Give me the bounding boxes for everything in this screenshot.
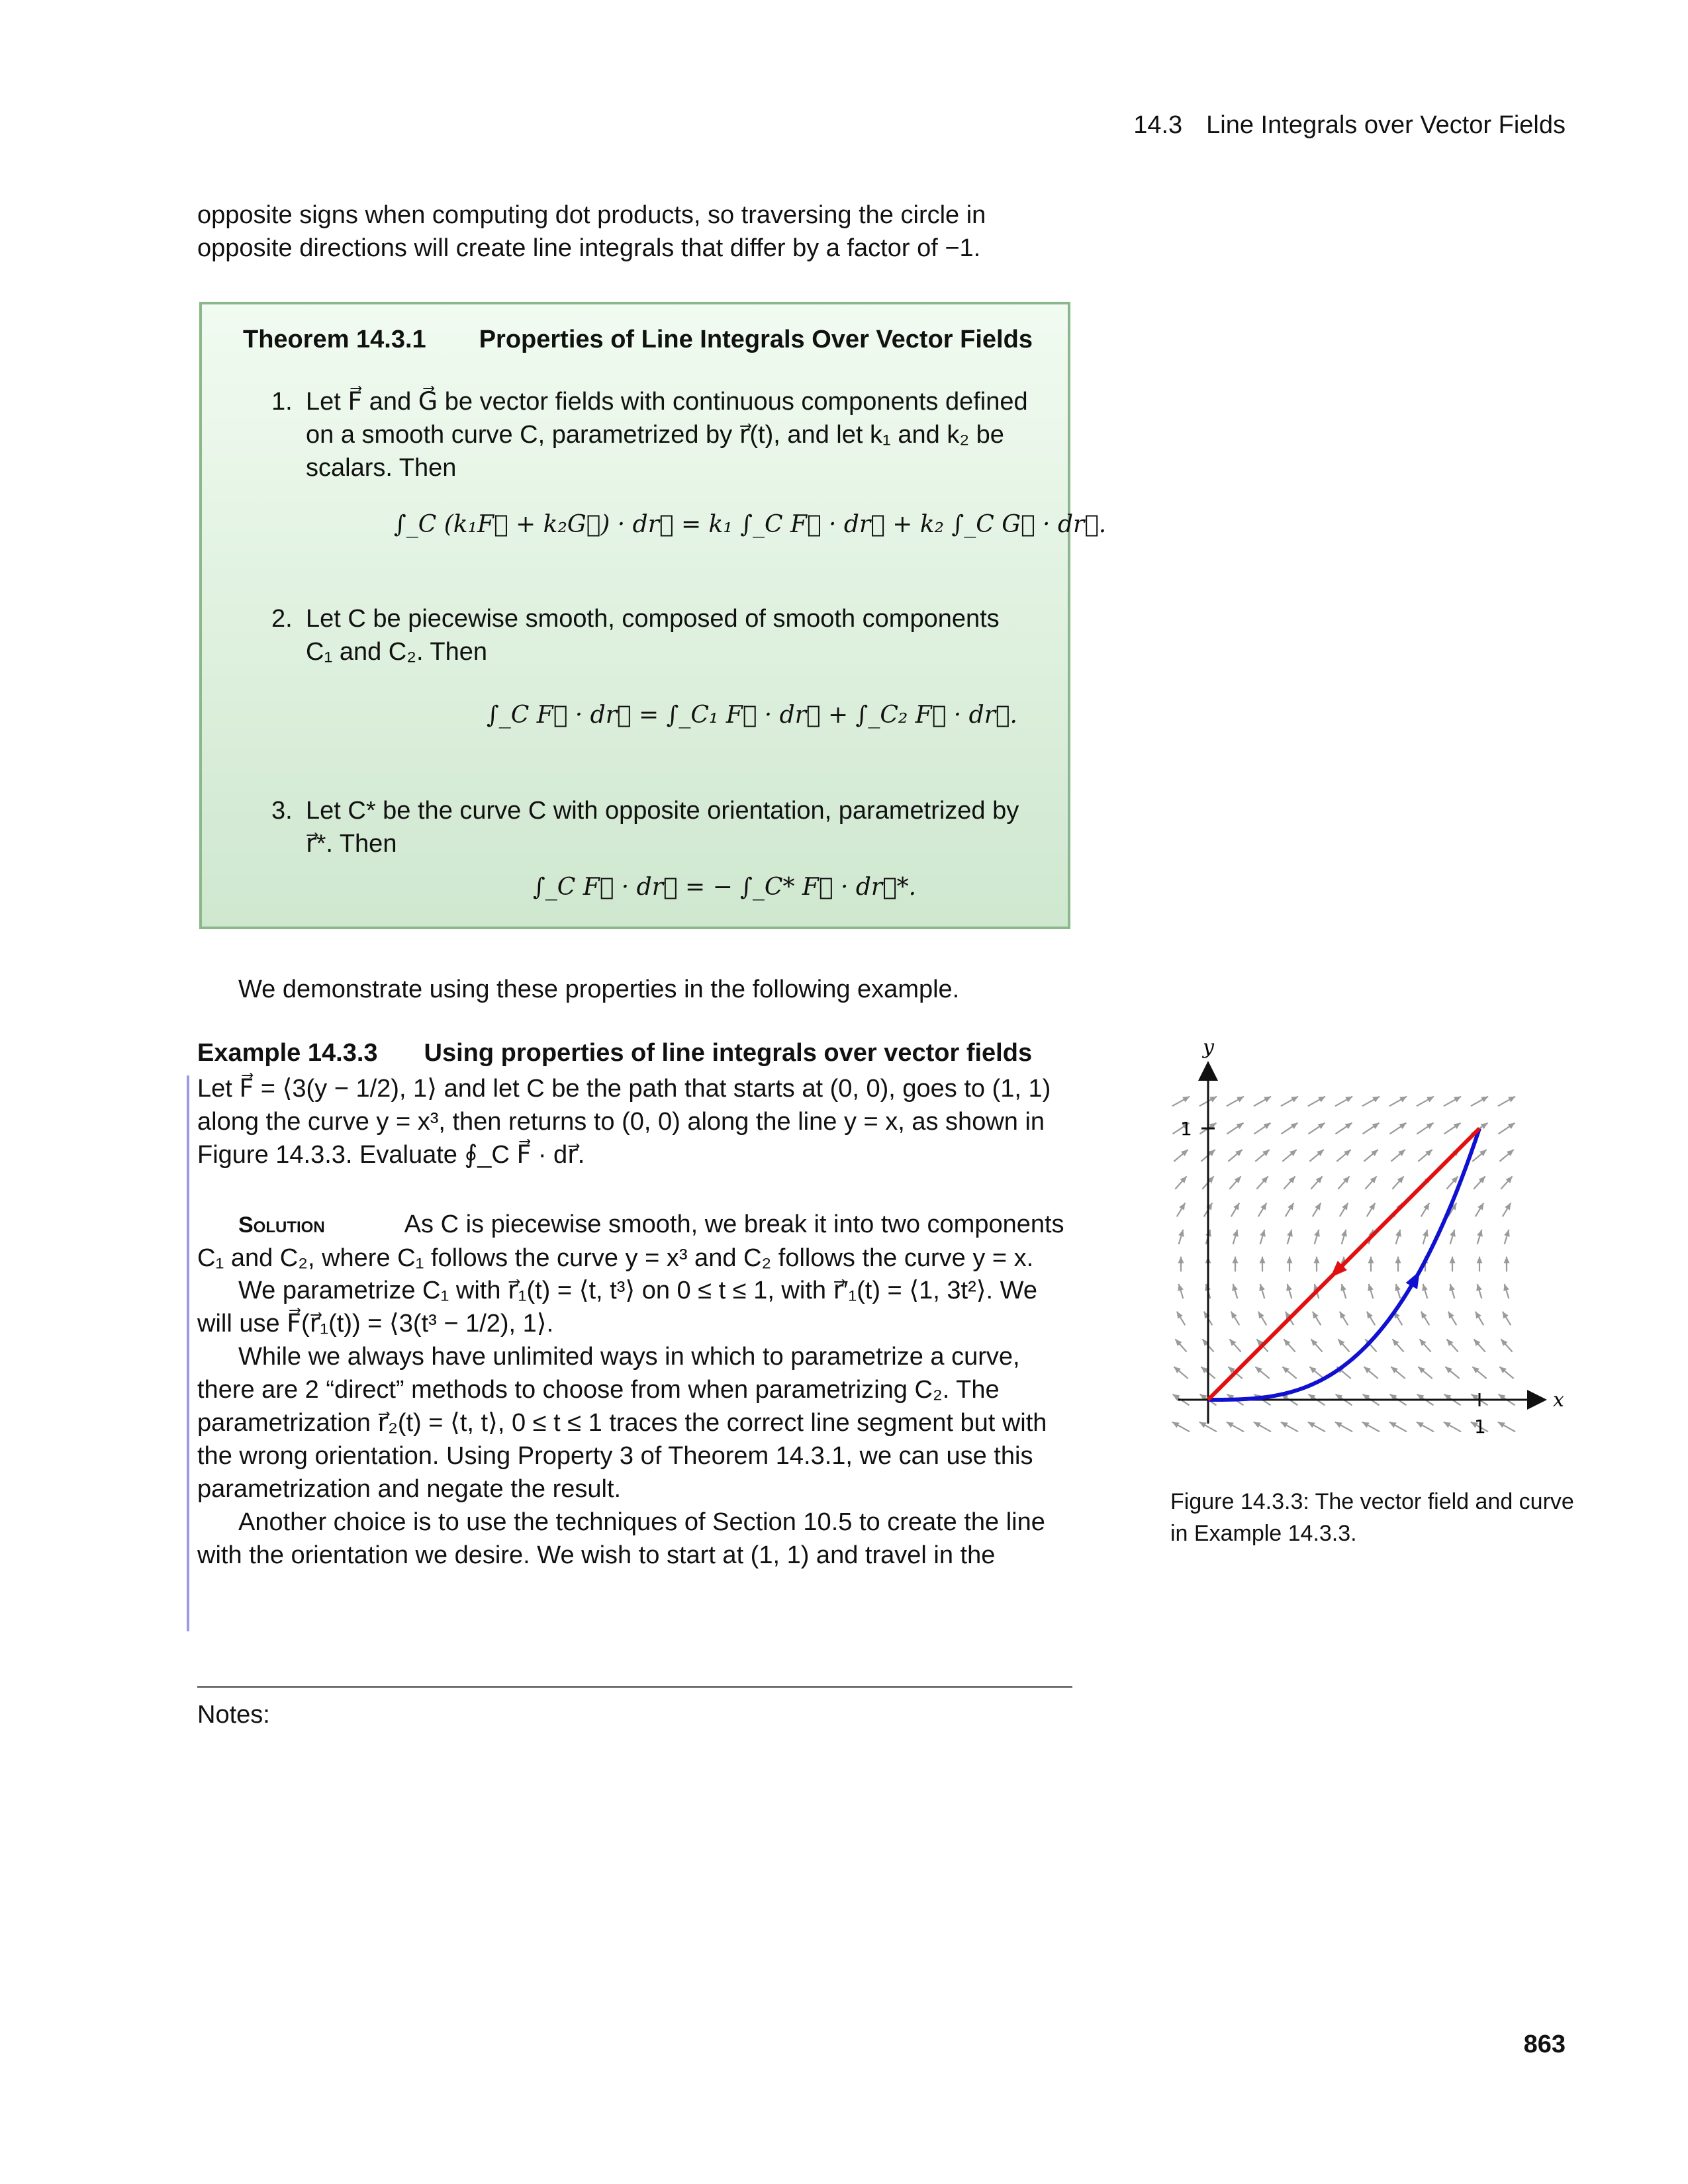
field-arrow (1229, 1339, 1241, 1351)
field-arrow (1336, 1123, 1352, 1134)
field-arrow (1311, 1339, 1322, 1351)
field-arrow (1287, 1230, 1293, 1244)
field-arrow (1227, 1422, 1244, 1432)
field-arrow (1309, 1123, 1325, 1134)
field-arrow (1365, 1176, 1376, 1189)
theorem-item-text: Let C* be the curve C with opposite orientation, parametrized by r⃗*. Then (306, 797, 1019, 858)
field-arrow (1232, 1284, 1238, 1298)
theorem-item-number: 1. (271, 388, 293, 416)
running-head (1133, 111, 1566, 140)
field-arrow (1281, 1422, 1298, 1432)
field-arrow (1259, 1284, 1265, 1298)
example-title: Using properties of line integrals over vector fields (424, 1039, 1033, 1067)
field-arrow (1471, 1097, 1488, 1107)
field-arrow (1340, 1312, 1348, 1326)
field-arrow (1340, 1203, 1348, 1217)
field-arrow (1368, 1284, 1374, 1298)
field-arrow (1418, 1150, 1432, 1161)
field-arrow (1340, 1284, 1346, 1298)
field-arrow (1335, 1422, 1352, 1432)
y-tick-label: 1 (1180, 1118, 1192, 1140)
solution-label: Solution (238, 1212, 325, 1238)
figure-caption: Figure 14.3.3: The vector field and curve in Example 14.3.3. (1170, 1489, 1574, 1546)
field-arrow (1254, 1123, 1271, 1134)
figure-vector-field (1158, 1039, 1589, 1463)
field-arrow (1314, 1257, 1320, 1272)
field-arrow (1503, 1284, 1509, 1298)
field-arrow (1450, 1230, 1456, 1244)
demo-paragraph: We demonstrate using these properties in the following example. (238, 976, 960, 1003)
field-arrow (1446, 1339, 1458, 1351)
field-arrow (1364, 1150, 1378, 1161)
theorem-item-number: 3. (271, 797, 293, 825)
solution-paragraph-3: While we always have unlimited ways in which to parametrize a curve, there are 2 “direct” methods to choose from when parametrizing C₂. The parametrization r⃗₂(t) = ⟨t, t⟩, 0 ≤ t ≤ 1 traces the correct line segment but with the wrong orientation. Using Property 3 of Theorem 14.3.1, we can use this parametrization and negate the result. (197, 1343, 1047, 1503)
curve-c1-arrowhead (1406, 1271, 1420, 1289)
theorem-item-2 (271, 602, 1033, 668)
field-arrow (1367, 1312, 1375, 1326)
field-arrow (1260, 1230, 1266, 1244)
theorem-item-text: Let C be piecewise smooth, composed of smooth components C₁ and C₂. Then (306, 605, 1000, 666)
field-arrow (1364, 1367, 1378, 1379)
field-arrow (1313, 1203, 1321, 1217)
field-arrow (1423, 1230, 1429, 1244)
notes-rule (197, 1686, 1072, 1688)
field-arrow (1472, 1150, 1486, 1161)
field-arrow (1284, 1176, 1295, 1189)
vector-field-plot (1158, 1039, 1589, 1463)
field-arrow (1444, 1123, 1461, 1134)
theorem-item-number: 2. (271, 605, 293, 633)
solution-paragraph-1 (197, 1208, 1071, 1275)
field-arrow (1368, 1257, 1374, 1272)
field-arrow (1338, 1339, 1349, 1351)
field-arrow (1476, 1203, 1483, 1217)
intro-paragraph: opposite signs when computing dot products, so traversing the circle in opposite directions will create line integrals that differ by a factor of −1. (197, 201, 986, 262)
field-arrow (1286, 1203, 1293, 1217)
field-arrow (1313, 1312, 1321, 1326)
field-arrow (1444, 1422, 1461, 1432)
field-arrow (1477, 1257, 1483, 1272)
field-arrow (1227, 1123, 1244, 1134)
field-arrow (1231, 1312, 1239, 1326)
field-arrow (1389, 1422, 1407, 1432)
theorem-title: Properties of Line Integrals Over Vector Fields (479, 326, 1033, 353)
field-arrow (1309, 1367, 1323, 1379)
field-arrow (1260, 1257, 1266, 1272)
example-heading (197, 1039, 1032, 1068)
field-arrow (1474, 1339, 1485, 1351)
theorem-formula-2: ∫_C F⃗ · dr⃗ = ∫_C₁ F⃗ · dr⃗ + ∫_C₂ F⃗ · dr⃗. (487, 702, 1017, 729)
field-arrow (1309, 1150, 1323, 1161)
field-arrow (1444, 1097, 1461, 1107)
running-head-section: 14.3 (1133, 111, 1183, 139)
field-arrow (1501, 1176, 1512, 1189)
field-arrow (1504, 1257, 1510, 1272)
field-arrow (1254, 1097, 1271, 1107)
solution-paragraph-2: We parametrize C₁ with r⃗₁(t) = ⟨t, t³⟩ on 0 ≤ t ≤ 1, with r⃗′₁(t) = ⟨1, 3t²⟩. We will use F⃗(r⃗₁(t)) = ⟨3(t³ − 1/2), 1⟩. (197, 1277, 1037, 1338)
field-arrow (1476, 1284, 1482, 1298)
field-arrow (1228, 1150, 1242, 1161)
field-arrow (1233, 1230, 1239, 1244)
field-arrow (1448, 1312, 1456, 1326)
curve-c2 (1208, 1128, 1479, 1400)
field-arrow (1391, 1367, 1405, 1379)
field-arrow (1419, 1339, 1430, 1351)
field-arrow (1177, 1203, 1185, 1217)
example-statement: Let F⃗ = ⟨3(y − 1/2), 1⟩ and let C be the path that starts at (0, 0), goes to (1, 1) along the curve y = x³, then returns to (0, 0) along the line y = x, as shown in Figure 14.3.3. Evaluate ∮_C F⃗ · dr⃗. (197, 1075, 1051, 1169)
field-arrow (1421, 1312, 1429, 1326)
field-arrow (1178, 1284, 1184, 1298)
field-arrow (1499, 1123, 1515, 1134)
example-number: Example 14.3.3 (197, 1039, 378, 1067)
field-arrow (1472, 1367, 1486, 1379)
field-arrow (1256, 1176, 1268, 1189)
field-arrow (1499, 1150, 1513, 1161)
theorem-item-1 (271, 385, 1033, 484)
field-arrow (1281, 1097, 1298, 1107)
field-arrow (1341, 1230, 1347, 1244)
field-arrow (1363, 1123, 1380, 1134)
field-arrow (1255, 1150, 1269, 1161)
field-arrow (1449, 1284, 1455, 1298)
field-arrow (1258, 1203, 1266, 1217)
theorem-item-3 (271, 794, 1033, 860)
field-arrow (1503, 1203, 1511, 1217)
field-arrow (1498, 1097, 1515, 1107)
theorem-number: Theorem 14.3.1 (243, 326, 426, 353)
field-arrow (1229, 1176, 1241, 1189)
field-arrow (1336, 1150, 1350, 1161)
theorem-item-text: Let F⃗ and G⃗ be vector fields with continuous components defined on a smooth curve C, parametrized by r⃗(t), and let k₁ and k₂ be scalars. Then (306, 388, 1028, 482)
field-arrow (1175, 1339, 1186, 1351)
field-arrow (1314, 1230, 1320, 1244)
theorem-box (199, 302, 1107, 929)
field-arrow (1476, 1312, 1483, 1326)
field-arrow (1421, 1203, 1429, 1217)
field-arrow (1390, 1123, 1407, 1134)
field-arrow (1392, 1339, 1403, 1351)
field-arrow (1338, 1176, 1349, 1189)
field-arrow (1445, 1367, 1459, 1379)
field-arrow (1308, 1422, 1325, 1432)
field-arrow (1498, 1422, 1515, 1432)
field-arrow (1474, 1176, 1485, 1189)
field-arrow (1178, 1230, 1184, 1244)
field-arrow (1254, 1422, 1271, 1432)
page-number: 863 (1523, 2030, 1566, 2058)
field-arrow (1391, 1150, 1405, 1161)
field-arrow (1417, 1097, 1434, 1107)
field-arrow (1282, 1150, 1296, 1161)
notes-label: Notes: (197, 1701, 270, 1729)
field-arrow (1286, 1284, 1292, 1298)
example-margin-bar (187, 1075, 189, 1631)
field-arrow (1504, 1230, 1510, 1244)
theorem-formula-1: ∫_C (k₁F⃗ + k₂G⃗) · dr⃗ = k₁ ∫_C F⃗ · dr⃗ + k₂ ∫_C G⃗ · dr⃗. (394, 511, 1107, 538)
field-arrow (1367, 1203, 1375, 1217)
field-arrow (1282, 1367, 1296, 1379)
field-arrow (1177, 1312, 1185, 1326)
field-arrow (1450, 1257, 1456, 1272)
theorem-formula-3: ∫_C F⃗ · dr⃗ = − ∫_C* F⃗ · dr⃗*. (533, 874, 917, 901)
field-arrow (1172, 1097, 1190, 1107)
field-arrow (1287, 1257, 1293, 1272)
field-arrow (1255, 1367, 1269, 1379)
field-arrow (1395, 1257, 1401, 1272)
field-arrow (1499, 1367, 1513, 1379)
field-arrow (1308, 1097, 1325, 1107)
field-arrow (1362, 1097, 1380, 1107)
field-arrow (1227, 1097, 1244, 1107)
field-arrow (1503, 1312, 1511, 1326)
x-tick-label: 1 (1474, 1416, 1486, 1437)
field-arrow (1174, 1367, 1188, 1379)
field-arrow (1417, 1422, 1434, 1432)
field-arrow (1178, 1257, 1184, 1272)
field-arrow (1258, 1312, 1266, 1326)
field-arrow (1417, 1123, 1434, 1134)
field-arrow (1501, 1339, 1512, 1351)
solution-text-1: As C is piecewise smooth, we break it into two components C₁ and C₂, where C₁ follows the curve y = x³ and C₂ follows the curve y = x. (197, 1210, 1064, 1272)
field-arrow (1335, 1097, 1352, 1107)
theorem-heading (243, 326, 1033, 354)
y-axis-label: y (1203, 1039, 1214, 1059)
field-arrow (1311, 1176, 1322, 1189)
field-arrow (1282, 1123, 1298, 1134)
field-arrow (1422, 1284, 1428, 1298)
field-arrow (1231, 1203, 1239, 1217)
field-arrow (1172, 1422, 1190, 1432)
field-arrow (1175, 1176, 1186, 1189)
field-arrow (1395, 1284, 1401, 1298)
field-arrow (1392, 1176, 1403, 1189)
field-arrow (1389, 1097, 1407, 1107)
field-arrow (1418, 1367, 1432, 1379)
field-arrow (1174, 1150, 1188, 1161)
field-arrow (1362, 1422, 1380, 1432)
solution-paragraph-4: Another choice is to use the techniques of Section 10.5 to create the line with the orientation we desire. We wish to start at (1, 1) and travel in the (197, 1508, 1045, 1569)
field-arrow (1477, 1230, 1483, 1244)
field-arrow (1395, 1230, 1401, 1244)
running-head-title: Line Integrals over Vector Fields (1206, 111, 1566, 139)
x-axis-label: x (1553, 1388, 1564, 1412)
field-arrow (1284, 1339, 1295, 1351)
field-arrow (1233, 1257, 1239, 1272)
